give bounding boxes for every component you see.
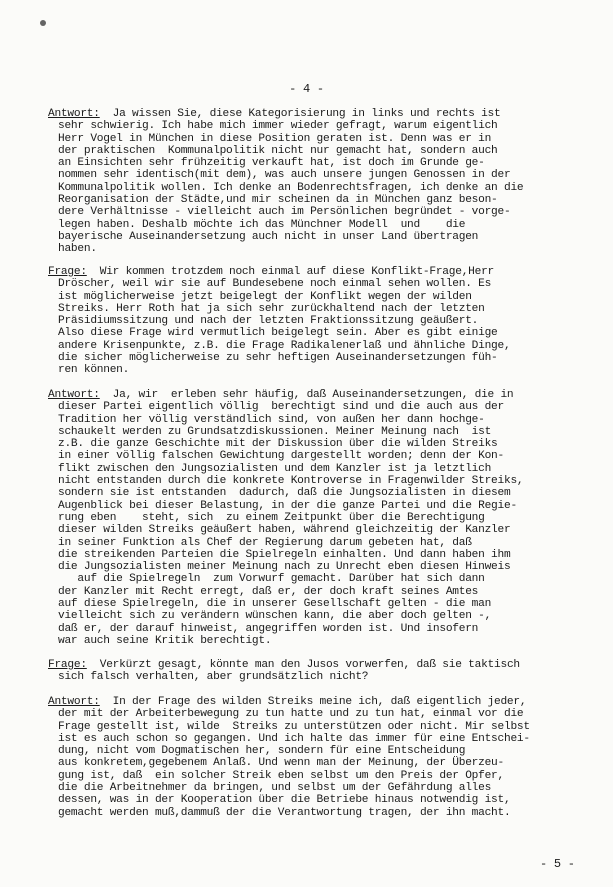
text-line: sondern sie ist entstanden dadurch, daß die Jungsozialisten in diesem (58, 487, 511, 500)
text-line: schaukelt werden zu Grundsatzdiskussionen. Meiner Meinung nach ist (58, 425, 492, 438)
text-line: sich falsch verhalten, aber grundsätzlich nicht? (58, 671, 369, 684)
text-line: der praktischen Kommunalpolitik nicht nur gemacht hat, sondern auch (58, 144, 498, 157)
text-line: z.B. die ganze Geschichte mit der Diskussion über die wilden Streiks (58, 438, 498, 451)
line-text: Verkürzt gesagt, könnte man den Jusos vorwerfen, daß sie taktisch (99, 659, 520, 671)
line-text: Ja, wir erleben sehr häufig, daß Auseinandersetzungen, die in (112, 389, 514, 401)
text-line: ren können. (58, 364, 130, 377)
speaker-label: Frage: (48, 266, 87, 278)
text-line: Dröscher, weil wir sie auf Bundesebene noch einmal sehen wollen. Es (58, 278, 492, 291)
line-text: In der Frage des wilden Streiks meine ich, daß eigentlich jeder, (112, 696, 527, 708)
text-line (48, 108, 562, 120)
text-line: die sicher möglicherweise zu sehr heftigen Auseinandersetzungen füh- (58, 352, 498, 365)
text-line: Also diese Frage wird vermutlich beigelegt sein. Aber es gibt einige (58, 327, 498, 340)
speaker-label: Frage: (48, 659, 87, 671)
text-line: die Jungsozialisten meiner Meinung nach zu Unrecht eben diesen Hinweis (58, 561, 511, 574)
text-line: legen haben. Deshalb möchte ich das Münchner Modell und die (58, 218, 466, 231)
text-line: dieser wilden Streiks geäußert haben, während gleichzeitig der Kanzler (58, 524, 511, 537)
line-text: Wir kommen trotzdem noch einmal auf diese Konflikt-Frage,Herr (99, 266, 495, 278)
text-line: rung eben steht, sich zu einem Zeitpunkt über die Berechtigung (58, 511, 485, 524)
line-text: Ja wissen Sie, diese Kategorisierung in links und rechts ist (112, 108, 501, 120)
transcript-block (48, 659, 562, 684)
text-line: Kommunalpolitik wollen. Ich denke an Bodenrechtsfragen, ich denke an die (58, 181, 524, 194)
text-line: der Kanzler mit Recht erregt, daß er, der doch kraft seines Amtes (58, 585, 479, 598)
text-line: Herr Vogel in München in diese Position geraten ist. Denn was er in (58, 132, 492, 145)
transcript-block (48, 266, 562, 377)
text-line: dieser Partei eigentlich völlig berechtigt sind und die auch aus der (58, 401, 504, 414)
text-line (48, 266, 562, 278)
text-line: flikt zwischen den Jungsozialisten und dem Kanzler ist ja letztlich (58, 462, 492, 475)
text-line: der mit der Arbeiterbewegung zu tun hatte und zu tun hat, einmal vor die (58, 708, 524, 721)
text-line: in einer völlig falschen Gewichtung dargestellt worden; denn der Kon- (58, 450, 504, 463)
text-line (48, 696, 562, 708)
text-line: gung ist, daß ein solcher Streik eben selbst um den Preis der Opfer, (58, 769, 504, 782)
text-line: nicht entstanden durch die konkrete Kontroverse in Fragenwilder Streiks, (58, 475, 524, 488)
text-line (48, 659, 562, 671)
text-line: andere Krisenpunkte, z.B. die Frage Radikalenerlaß und ähnliche Dinge, (58, 339, 511, 352)
text-line: die die Arbeitnehmer da bringen, und selbst um der Gefährdung alles (58, 782, 492, 795)
text-line: nommen sehr identisch(mit dem), was auch unsere jungen Genossen in der (58, 169, 511, 182)
text-line: daß er, der darauf hinweist, angegriffen worden ist. Und insofern (58, 622, 479, 635)
text-line: vielleicht sich zu verändern wünschen kann, die aber doch gelten -, (58, 610, 492, 623)
text-line: sehr schwierig. Ich habe mich immer wieder gefragt, warum eigentlich (58, 120, 498, 133)
text-line: gemacht werden muß,dammuß der die Verantwortung tragen, der ihn macht. (58, 806, 511, 819)
text-line: dessen, was in der Kooperation über die Betriebe hinaus notwendig ist, (58, 794, 511, 807)
text-line: Augenblick bei dieser Belastung, in der die ganze Partei und die Regie- (58, 499, 517, 512)
speaker-label: Antwort: (48, 108, 100, 120)
text-line (48, 389, 562, 401)
transcript-block (48, 108, 562, 256)
text-line: bayerische Auseinandersetzung auch nicht in unser Land übertragen (58, 230, 479, 243)
page-number-top: - 4 - (289, 82, 324, 96)
text-line: Streiks. Herr Roth hat ja sich sehr zurückhaltend nach der letzten (58, 302, 485, 315)
text-line: ist es auch schon so gegangen. Und ich halte das immer für eine Entschei- (58, 732, 530, 745)
text-line: ist möglicherweise jetzt beigelegt der Konflikt wegen der wilden (58, 290, 472, 303)
page-number-bottom: - 5 - (540, 857, 575, 871)
text-line: Frage gestellt ist, wilde Streiks zu unterstützen oder nicht. Mir selbst (58, 720, 530, 733)
text-line: Tradition her völlig verständlich sind, von außen her dann hochge- (58, 413, 485, 426)
text-line: haben. (58, 243, 97, 256)
speaker-label: Antwort: (48, 389, 100, 401)
text-line: auf die Spielregeln zum Vorwurf gemacht. Darüber hat sich dann (58, 573, 485, 586)
text-line: die streikenden Parteien die Spielregeln einhalten. Und dann haben ihm (58, 548, 511, 561)
paper-stain (40, 20, 46, 26)
text-line: war auch seine Kritik berechtigt. (58, 634, 272, 647)
text-line: dere Verhältnisse - vielleicht auch im Persönlichen begründet - vorge- (58, 206, 511, 219)
text-line: dung, nicht vom Dogmatischen her, sondern für eine Entscheidung (58, 745, 466, 758)
speaker-label: Antwort: (48, 696, 100, 708)
text-line: in seiner Funktion als Chef der Regierung darum gebeten hat, daß (58, 536, 472, 549)
text-line: auf diese Spielregeln, die in unserer Gesellschaft gelten - die man (58, 598, 492, 611)
transcript-block (48, 696, 562, 819)
text-line: aus konkretem,gegebenem Anlaß. Und wenn man der Meinung, der Überzeu- (58, 757, 504, 770)
text-line: an Einsichten sehr frühzeitig verkauft hat, ist doch im Grunde ge- (58, 157, 485, 170)
text-line: Reorganisation der Städte,und mir scheinen da in München ganz beson- (58, 194, 498, 207)
transcript-block (48, 389, 562, 647)
text-line: Präsidiumssitzung und nach der letzten Fraktionssitzung geäußert. (58, 315, 479, 328)
